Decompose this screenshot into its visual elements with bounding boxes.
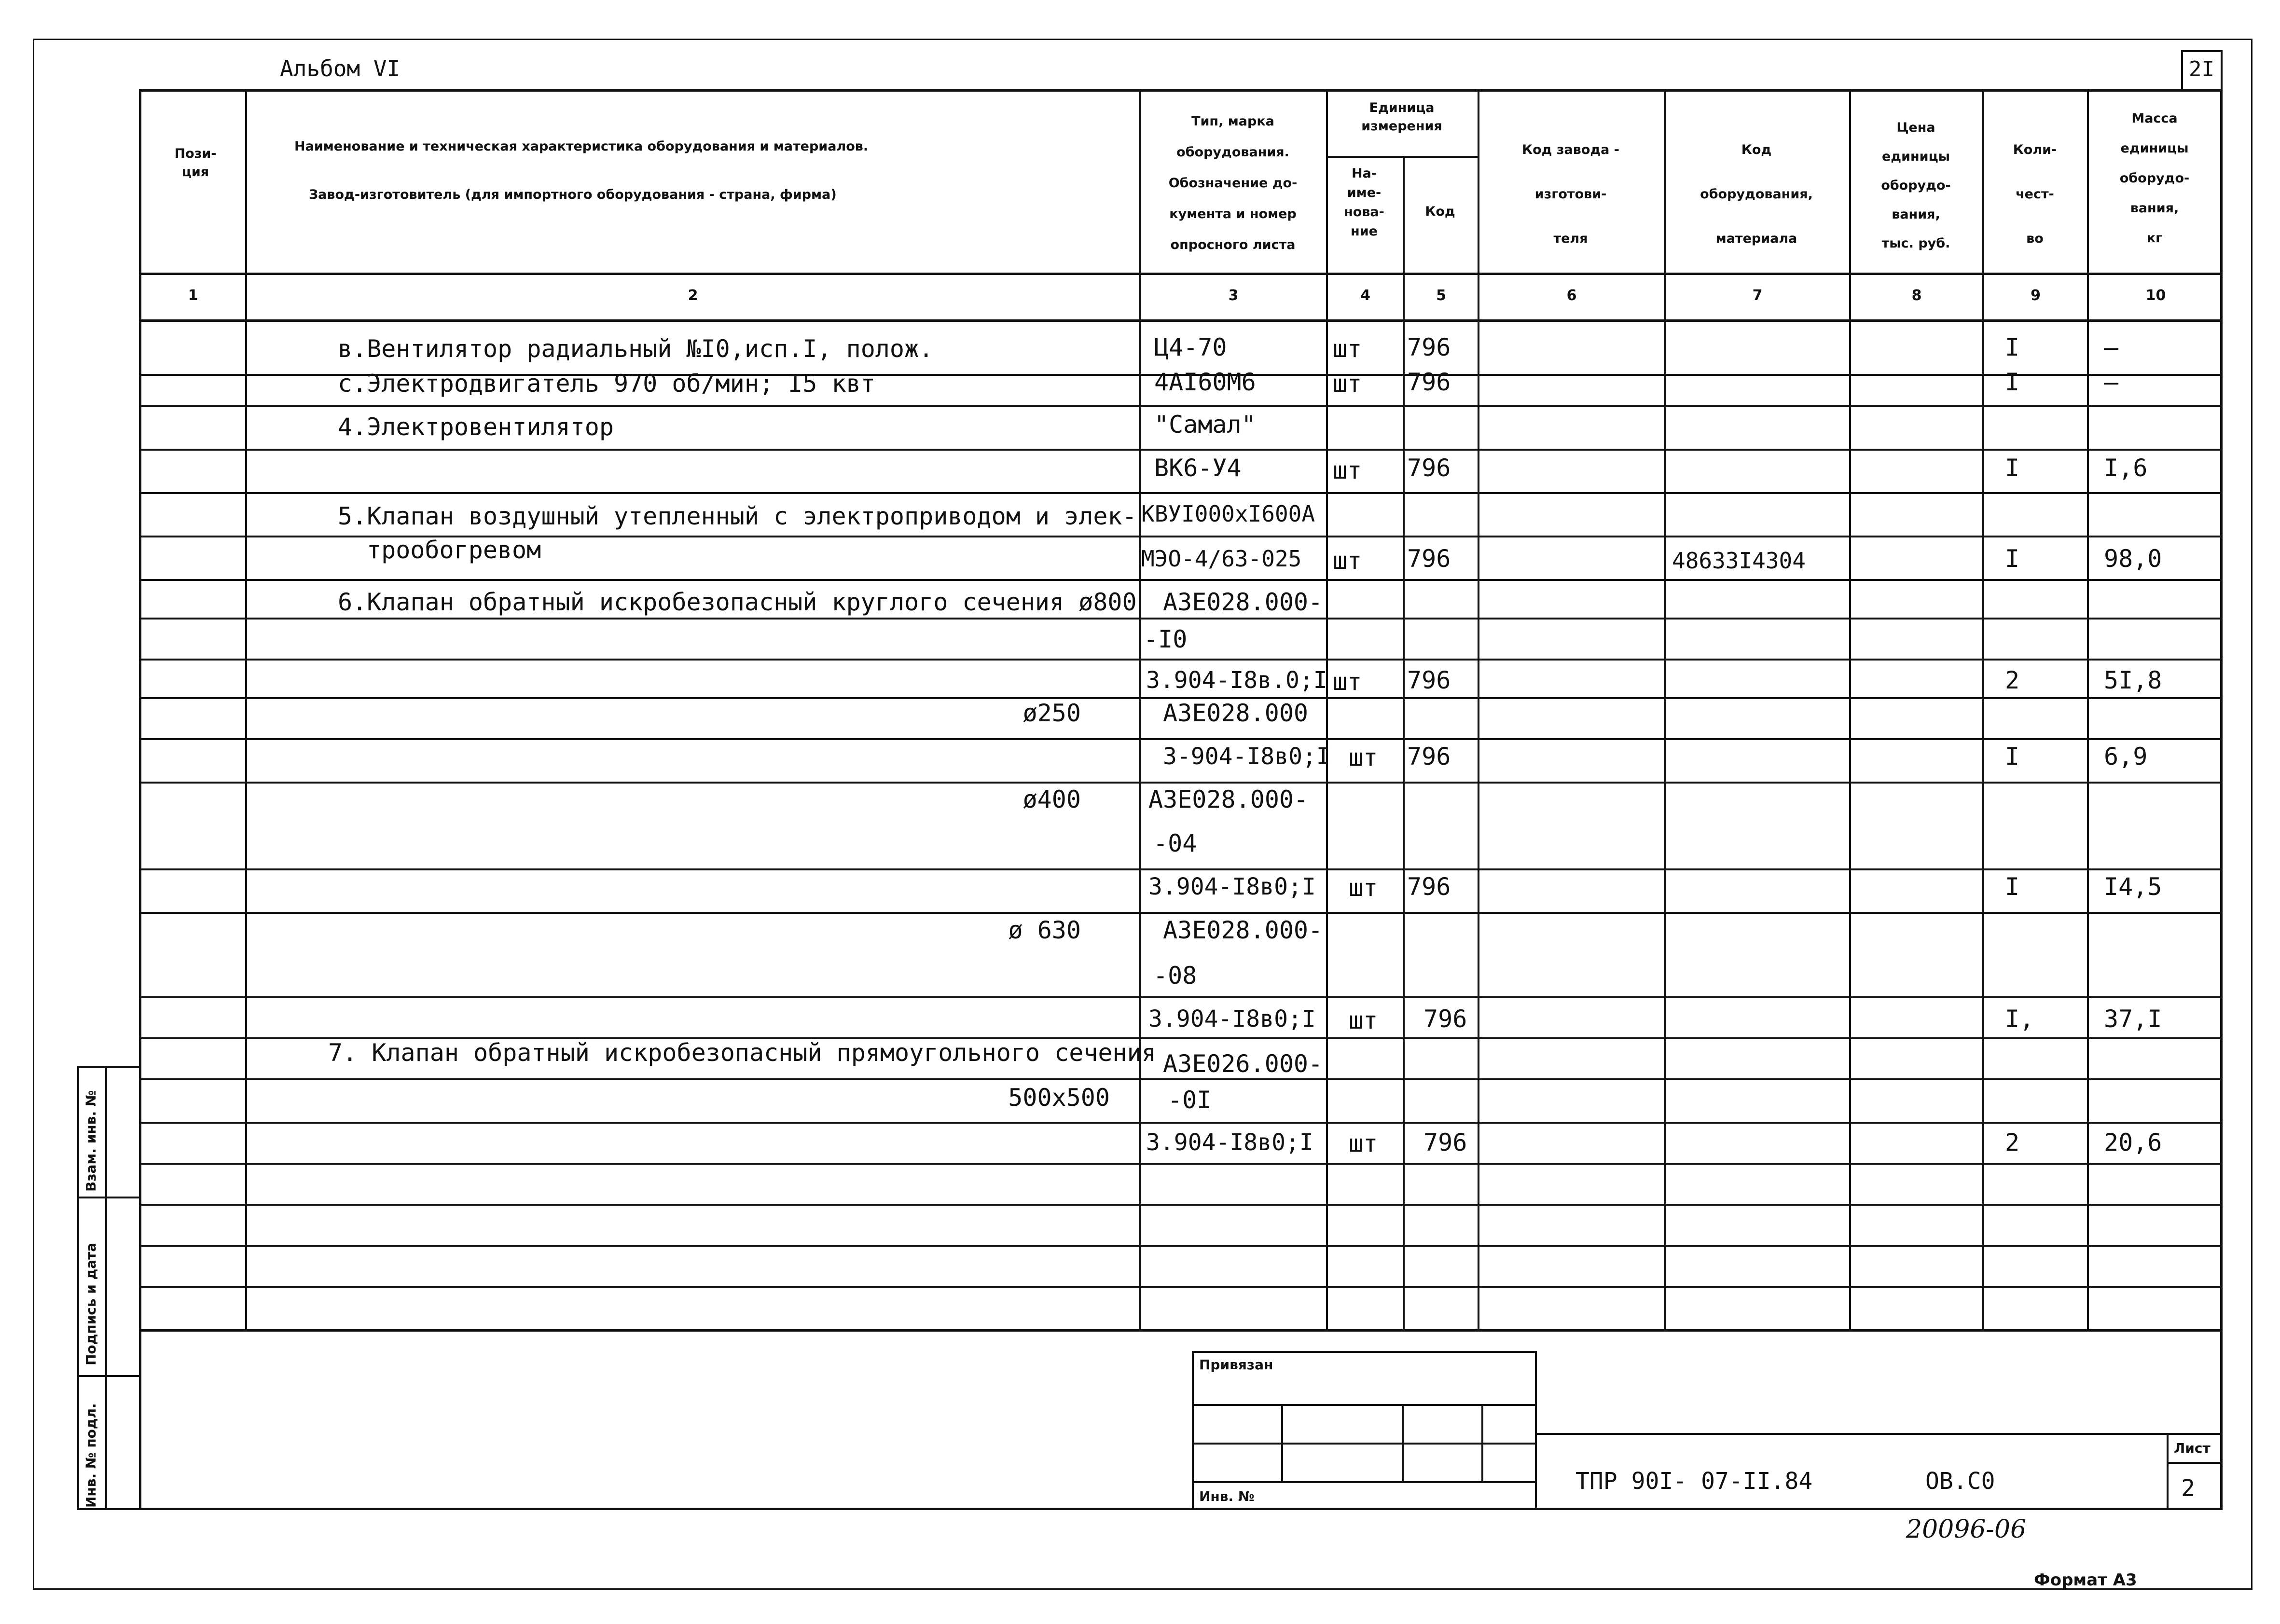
row-type: АЗЕ028.000-: [1163, 916, 1323, 944]
sheet-number: 2: [2181, 1475, 2195, 1502]
col-header-unit-name: На- име- нова- ние: [1344, 166, 1384, 239]
row-type: 3.904-I8в.0;I: [1146, 667, 1327, 694]
col-header-name: Наименование и техническая характеристика оборудования и материалов.: [294, 139, 869, 154]
row-unit: шт: [1349, 874, 1378, 902]
colnum-8: 8: [1911, 287, 1922, 304]
row-type: 3.904-I8в0;I: [1148, 873, 1316, 900]
col-line-1: [245, 89, 247, 1332]
row-mass: 98,0: [2104, 545, 2162, 573]
row-unit: шт: [1333, 547, 1362, 575]
col-line-3: [1326, 89, 1328, 1332]
row-mass: 37,I: [2104, 1005, 2162, 1033]
row-line: [139, 492, 2223, 494]
row-mass: 20,6: [2104, 1129, 2162, 1156]
row-type: "Самал": [1154, 411, 1256, 439]
row-code: 796: [1423, 1129, 1467, 1156]
row-type: АЗЕ028.000-: [1148, 785, 1309, 813]
header-bottom-line: [139, 273, 2223, 275]
row-qty: I: [2005, 545, 2020, 573]
row-qty: I: [2005, 333, 2020, 361]
row-name: 4.Электровентилятор: [338, 413, 614, 441]
row-mass: –: [2104, 368, 2119, 396]
row-qty: I: [2005, 368, 2020, 396]
row-line: [139, 1286, 2223, 1288]
row-name: 5.Клапан воздушный утепленный с электроприводом и элек-: [338, 502, 1137, 530]
row-code: 796: [1423, 1005, 1467, 1033]
privyazan-vline: [1481, 1404, 1483, 1481]
row-line: [139, 1245, 2223, 1247]
row-unit: шт: [1349, 1006, 1378, 1034]
privyazan-block: [1192, 1351, 1537, 1510]
row-type: АЗЕ028.000: [1163, 699, 1309, 727]
row-type: ВК6-У4: [1154, 454, 1242, 482]
col-header-unit-code: Код: [1425, 204, 1455, 219]
privyazan-line: [1192, 1481, 1537, 1483]
col-line-8: [1982, 89, 1984, 1332]
colnum-4: 4: [1360, 287, 1370, 304]
row-line: [139, 1122, 2223, 1124]
row-name: 6.Клапан обратный искробезопасный круглого сечения ø800: [338, 588, 1137, 616]
col-header-factory-code: Код завода - изготови- теля: [1522, 142, 1619, 246]
row-unit: шт: [1349, 743, 1378, 771]
row-qty: 2: [2005, 666, 2020, 694]
colnum-2: 2: [688, 287, 698, 304]
col-header-mass: Масса единицы оборудо- вания, кг: [2119, 111, 2190, 246]
privyazan-vline: [1281, 1404, 1283, 1481]
row-mass: –: [2104, 333, 2119, 361]
row-unit: шт: [1333, 335, 1362, 363]
row-name: с.Электродвигатель 970 об/мин; I5 квт: [338, 370, 875, 398]
row-name: в.Вентилятор радиальный №I0,исп.I, полож.: [338, 335, 934, 363]
col-line-9: [2087, 89, 2089, 1332]
row-name: ø400: [1023, 785, 1081, 813]
row-type: МЭО-4/63-025: [1141, 546, 1302, 572]
row-line: [139, 738, 2223, 740]
col-header-type: Тип, марка оборудования. Обозначение до- кумента и номер опросного листа: [1168, 114, 1298, 252]
row-type: 3.904-I8в0;I: [1148, 1005, 1316, 1032]
side-stamp-line: [77, 1375, 141, 1377]
row-line: [139, 912, 2223, 914]
row-line: [139, 659, 2223, 661]
sheet-box-divider: [2167, 1433, 2169, 1510]
row-unit: шт: [1349, 1129, 1378, 1157]
colnum-6: 6: [1566, 287, 1577, 304]
row-code: 796: [1407, 545, 1451, 573]
row-type: -04: [1153, 829, 1197, 857]
privyazan-vline: [1402, 1404, 1404, 1481]
row-qty: I: [2005, 454, 2020, 482]
col-header-material-code: Код оборудования, материала: [1700, 142, 1813, 246]
col-line-4: [1403, 157, 1405, 1332]
side-stamp-divider: [105, 1066, 107, 1510]
colnum-7: 7: [1752, 287, 1763, 304]
row-type: Ц4-70: [1154, 333, 1227, 361]
col-line-7: [1849, 89, 1851, 1332]
row-code: 796: [1407, 333, 1451, 361]
row-type: АЗЕ026.000-: [1163, 1050, 1323, 1078]
row-code: 796: [1407, 666, 1451, 694]
col-header-price: Цена единицы оборудо- вания, тыс. руб.: [1881, 120, 1951, 251]
row-qty: I: [2005, 743, 2020, 771]
col-header-manufacturer: Завод-изготовитель (для импортного оборудования - страна, фирма): [309, 187, 837, 202]
privyazan-line: [1192, 1404, 1537, 1406]
colnum-5: 5: [1436, 287, 1446, 304]
unit-group-line: [1326, 156, 1478, 158]
col-header-position: Пози- ция: [174, 146, 217, 179]
colnum-10: 10: [2145, 287, 2166, 304]
privyazan-line: [1192, 1443, 1537, 1445]
row-mass: I4,5: [2104, 873, 2162, 901]
document-mark: ОВ.С0: [1925, 1468, 1995, 1495]
row-type: 3-904-I8в0;I: [1163, 743, 1330, 770]
row-code: 796: [1407, 454, 1451, 482]
side-stamp-podpis: Подпись и дата: [83, 1242, 99, 1365]
colnum-9: 9: [2031, 287, 2041, 304]
row-name: ø250: [1023, 699, 1081, 727]
row-mass: 6,9: [2104, 743, 2148, 771]
side-stamp-line: [77, 1197, 141, 1198]
row-code: 796: [1407, 368, 1451, 396]
row-unit: шт: [1333, 456, 1362, 484]
colnum-1: 1: [188, 287, 198, 304]
row-line: [139, 868, 2223, 870]
row-material-code: 48633I4304: [1672, 548, 1806, 574]
row-name: ø 630: [1008, 916, 1081, 944]
document-code: ТПР 90I- 07-II.84: [1575, 1468, 1813, 1495]
row-name: трообогревом: [367, 536, 541, 564]
row-type: -I0: [1144, 625, 1188, 653]
row-line: [139, 579, 2223, 581]
row-line: [139, 405, 2223, 407]
row-type: АЗЕ028.000-: [1163, 588, 1323, 616]
sheet-box-line: [2167, 1462, 2223, 1464]
row-type: 3.904-I8в0;I: [1146, 1129, 1313, 1156]
row-line: [139, 618, 2223, 619]
inv-no-label: Инв. №: [1199, 1488, 1255, 1504]
col-line-6: [1664, 89, 1666, 1332]
row-qty: I,: [2005, 1005, 2034, 1033]
row-line: [139, 782, 2223, 784]
row-code: 796: [1407, 743, 1451, 771]
row-mass: I,6: [2104, 454, 2148, 482]
format-label: Формат А3: [2034, 1570, 2137, 1590]
row-type: -0I: [1168, 1086, 1212, 1114]
row-type: -08: [1153, 962, 1197, 990]
row-qty: I: [2005, 873, 2020, 901]
row-unit: шт: [1333, 370, 1362, 398]
colnum-3: 3: [1228, 287, 1239, 304]
album-label: Альбом VI: [280, 55, 401, 82]
col-header-quantity: Коли- чест- во: [2013, 142, 2057, 246]
sheet-corner-number: 2I: [2189, 57, 2214, 82]
row-line: [139, 1163, 2223, 1165]
row-name: 7. Клапан обратный искробезопасный прямоугольного сечения: [328, 1039, 1156, 1067]
row-type: 4АI60М6: [1154, 368, 1256, 396]
row-mass: 5I,8: [2104, 666, 2162, 694]
handwritten-number: 20096-06: [1906, 1515, 2027, 1544]
title-block-top: [1537, 1433, 2223, 1435]
row-type: КВУI000xI600А: [1141, 501, 1315, 527]
side-stamp-vzam: Взам. инв. №: [83, 1090, 99, 1192]
table-bottom-line: [139, 1329, 2223, 1332]
col-header-unit-group: Единица измерения: [1361, 100, 1442, 134]
row-qty: 2: [2005, 1129, 2020, 1156]
col-line-5: [1478, 89, 1479, 1332]
row-line: [139, 449, 2223, 451]
privyazan-label: Привязан: [1199, 1357, 1273, 1373]
sheet-label: Лист: [2174, 1440, 2211, 1456]
row-line: [139, 1078, 2223, 1080]
side-stamp-inv: Инв. № подл.: [83, 1403, 99, 1508]
col-line-2: [1139, 89, 1141, 1332]
row-name: 500x500: [1008, 1084, 1110, 1112]
numbers-bottom-line: [139, 319, 2223, 322]
row-line: [139, 996, 2223, 998]
row-unit: шт: [1333, 668, 1362, 696]
row-line: [139, 1204, 2223, 1206]
row-code: 796: [1407, 873, 1451, 901]
